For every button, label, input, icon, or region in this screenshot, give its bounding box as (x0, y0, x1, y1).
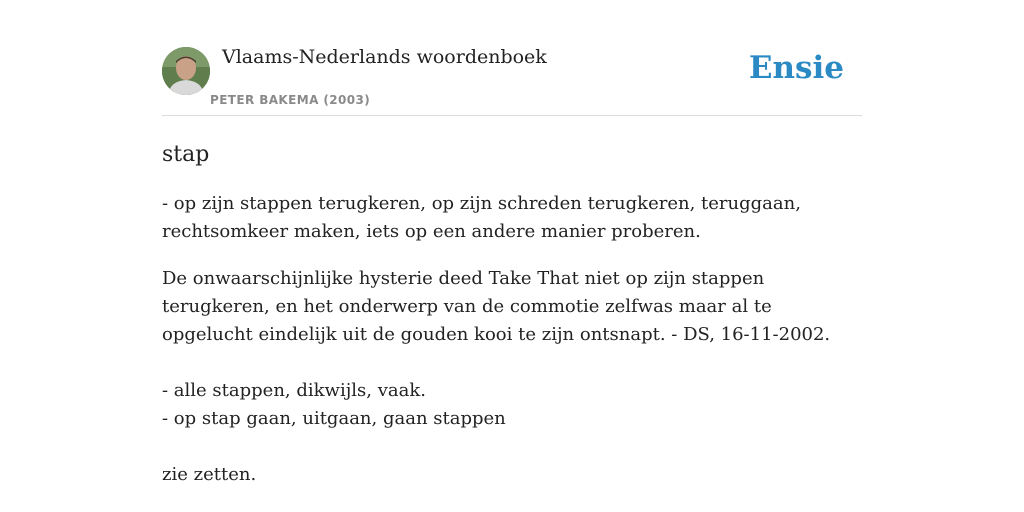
avatar-photo-icon (162, 47, 210, 95)
brand-logo[interactable]: Ensie (748, 50, 844, 86)
headword: stap (162, 142, 210, 167)
cross-reference: zie zetten. (162, 464, 257, 485)
example-quote (162, 265, 862, 489)
definition-2: - alle stappen, dikwijls, vaak. (162, 380, 426, 401)
paragraph-gap (162, 349, 862, 377)
entry-card (162, 40, 862, 508)
author-avatar[interactable] (162, 47, 210, 95)
definition-3: - op stap gaan, uitgaan, gaan stappen (162, 408, 506, 429)
entry-header (162, 40, 862, 116)
author-name[interactable]: PETER BAKEMA (2003) (210, 93, 371, 107)
dictionary-title[interactable]: Vlaams-Nederlands woordenboek (222, 46, 547, 68)
entry-body (162, 190, 862, 489)
definition-1: - op zijn stappen terugkeren, op zijn schreden terugkeren, teruggaan, rechtsomkeer maken, iets op een andere manier proberen. (162, 193, 801, 242)
paragraph-gap (162, 433, 862, 461)
example-quote-text: De onwaarschijnlijke hysterie deed Take That niet op zijn stappen terugkeren, en het onderwerp van de commotie zelfwas maar al te opgelucht eindelijk uit de gouden kooi te zijn ontsnapt. - DS, 16-11-2002. (162, 268, 831, 345)
